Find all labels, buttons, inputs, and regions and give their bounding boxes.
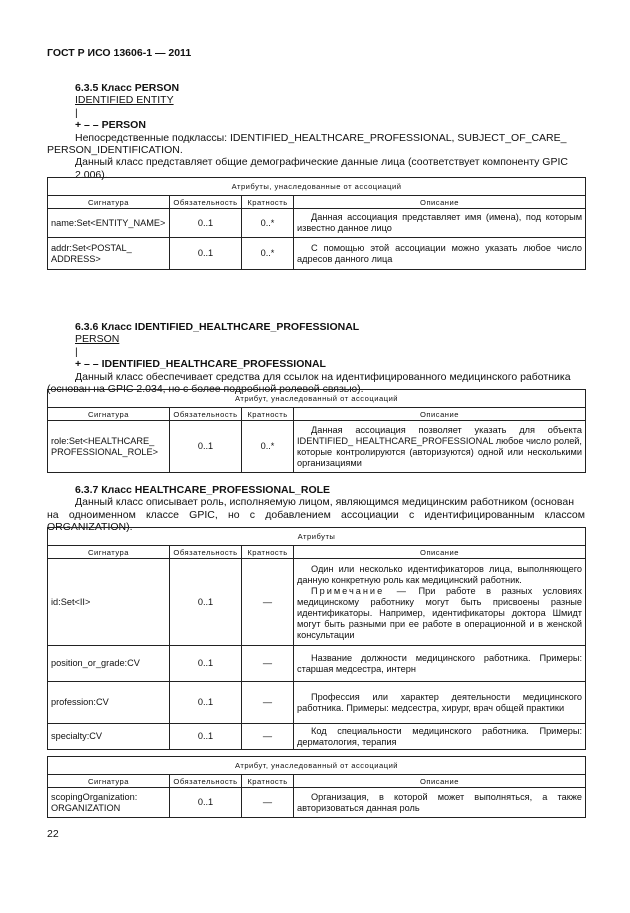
section-heading: 6.3.6 Класс IDENTIFIED_HEALTHCARE_PROFESSIONAL	[75, 321, 360, 333]
parent-class: IDENTIFIED ENTITY	[75, 94, 174, 107]
col-description: Описание	[294, 546, 586, 559]
tree-bar: |	[75, 106, 78, 119]
col-signature: Сигнатура	[48, 196, 170, 209]
col-mandatory: Обязательность	[170, 196, 242, 209]
col-multiplicity: Кратность	[242, 408, 294, 421]
ihp-attributes-table	[47, 389, 586, 473]
section-person	[47, 82, 585, 181]
col-mandatory: Обязательность	[170, 408, 242, 421]
table-caption: Атрибуты	[48, 528, 586, 546]
col-mandatory: Обязательность	[170, 546, 242, 559]
parent-class: PERSON	[75, 333, 120, 346]
table-row: addr:Set<POSTAL_ ADDRESS> 0..1 0..* С помощью этой ассоциации можно указать любое число адресов данного лица	[48, 238, 586, 270]
col-signature: Сигнатура	[48, 546, 170, 559]
col-description: Описание	[294, 775, 586, 788]
table-caption: Атрибут, унаследованный от ассоциаций	[48, 757, 586, 775]
document-header: ГОСТ Р ИСО 13606-1 — 2011	[47, 47, 192, 59]
col-signature: Сигнатура	[48, 408, 170, 421]
col-multiplicity: Кратность	[242, 546, 294, 559]
tree-node: + – – PERSON	[75, 119, 146, 132]
section-ihp	[47, 321, 585, 395]
col-description: Описание	[294, 196, 586, 209]
col-multiplicity: Кратность	[242, 196, 294, 209]
col-multiplicity: Кратность	[242, 775, 294, 788]
col-mandatory: Обязательность	[170, 775, 242, 788]
table-caption: Атрибут, унаследованный от ассоциаций	[48, 390, 586, 408]
table-row: name:Set<ENTITY_NAME> 0..1 0..* Данная ассоциация представляет имя (имена), под которым известно данное лицо	[48, 209, 586, 238]
section-heading: 6.3.5 Класс PERSON	[75, 82, 180, 94]
col-signature: Сигнатура	[48, 775, 170, 788]
tree-node: + – – IDENTIFIED_HEALTHCARE_PROFESSIONAL	[75, 358, 326, 371]
col-description: Описание	[294, 408, 586, 421]
person-attributes-table	[47, 177, 586, 270]
hpr-attributes-table	[47, 527, 586, 750]
page-number: 22	[47, 828, 59, 840]
table-row: specialty:CV 0..1 — Код специальности медицинского работника. Примеры: дерматология, терапия	[48, 724, 586, 750]
description-text: Данный класс представляет общие демографические данные лица (соответствует компоненту GPIC 2.006).	[75, 156, 568, 181]
table-row: profession:CV 0..1 — Профессия или характер деятельности медицинского работника. Примеры: медсестра, хирург, врач общей практики	[48, 682, 586, 724]
table-row: id:Set<II> 0..1 — Один или несколько идентификаторов лица, выполняющего данную конкретную роль как медицинский работник. Примечание — При работе в разных условиях медицинскому работнику могут быть присвоены разные идентификаторы. Например, идентификаторы доктора Шмидт могут быть разными при ее работе в операционной и в женской консультации	[48, 559, 586, 646]
table-row: position_or_grade:CV 0..1 — Название должности медицинского работника. Примеры: старшая медсестра, интерн	[48, 646, 586, 682]
subclasses-text: Непосредственные подклассы: IDENTIFIED_HEALTHCARE_PROFESSIONAL, SUBJECT_OF_CARE_ PERSON_IDENTIFICATION.	[47, 131, 567, 157]
description-text: Данный класс обеспечивает средства для ссылок на идентифицированного медицинского работника (основан на GPIC 2.034, но с более подробной ролевой связью).	[47, 370, 571, 396]
section-heading: 6.3.7 Класс HEALTHCARE_PROFESSIONAL_ROLE	[75, 484, 331, 496]
table-row: role:Set<HEALTHCARE_ PROFESSIONAL_ROLE> 0..1 0..* Данная ассоциация позволяет указать для объекта IDENTIFIED_ HEALTHCARE_PROFESSIONAL любое число ролей, которые контролируются (авторизуются) одной или несколькими организациями	[48, 421, 586, 473]
table-caption: Атрибуты, унаследованные от ассоциаций	[48, 178, 586, 196]
tree-bar: |	[75, 345, 78, 358]
hpr-association-table	[47, 756, 586, 818]
table-row: scopingOrganization: ORGANIZATION 0..1 — Организация, в которой может выполняться, а также авторизоваться данная роль	[48, 788, 586, 818]
description-text: Данный класс описывает роль, исполняемую лицом, являющимся медицинским работником (основан на одноименном классе GPIC, но с добавлением ассоциации с идентифицированным классом ORGANIZATION).	[47, 496, 585, 534]
